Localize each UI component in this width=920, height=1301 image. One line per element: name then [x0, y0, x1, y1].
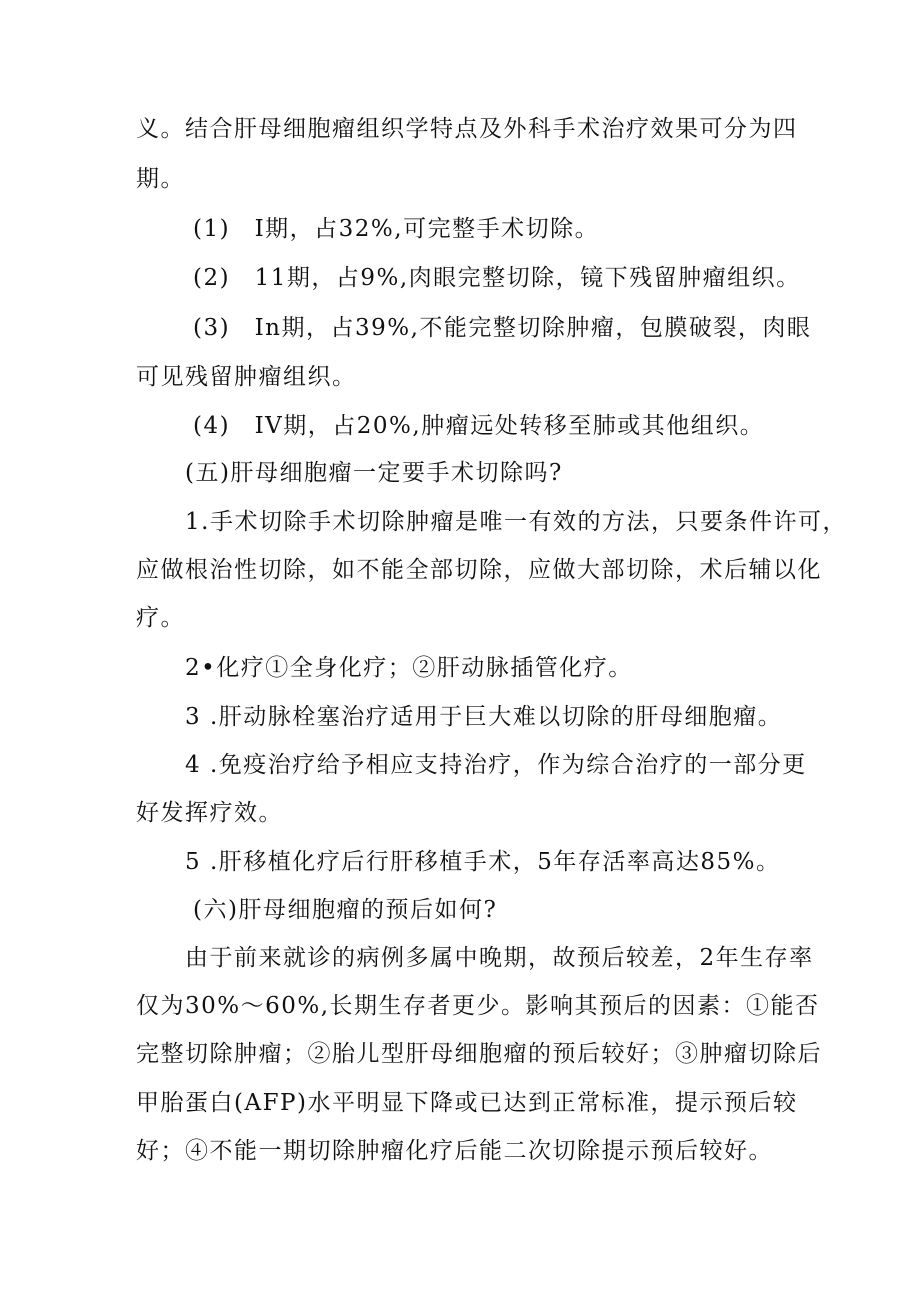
text-line: 5 .肝移植化疗后行肝移植手术，5年存活率高达85%。 — [185, 849, 781, 875]
text-line: 3 .肝动脉栓塞治疗适用于巨大难以切除的肝母细胞瘤。 — [185, 704, 783, 730]
text-line: 应做根治性切除，如不能全部切除，应做大部切除，术后辅以化 — [136, 557, 822, 583]
text-line: (1) I期，占32%,可完整手术切除。 — [193, 216, 600, 242]
section-heading: (六)肝母细胞瘤的预后如何? — [193, 897, 498, 923]
text-line: 可见残留肿瘤组织。 — [136, 364, 357, 390]
text-line: 完整切除肿瘤；②胎儿型肝母细胞瘤的预后较好；③肿瘤切除后 — [136, 1041, 822, 1067]
text-line: 疗。 — [136, 605, 185, 631]
text-line: 由于前来就诊的病例多属中晚期，故预后较差，2年生存率 — [185, 945, 814, 971]
text-line: 4 .免疫治疗给予相应支持治疗，作为综合治疗的一部分更 — [185, 752, 807, 778]
text-line: 1.手术切除手术切除肿瘤是唯一有效的方法，只要条件许可， — [185, 509, 847, 535]
text-line: (3) In期，占39%,不能完整切除肿瘤，包膜破裂，肉眼 — [193, 315, 812, 341]
text-line: 义。结合肝母细胞瘤组织学特点及外科手术治疗效果可分为四 — [136, 116, 798, 142]
text-line: 2•化疗①全身化疗；②肝动脉插管化疗。 — [185, 655, 633, 681]
text-line: 好发挥疗效。 — [136, 800, 283, 826]
text-line: 仅为30%～60%,长期生存者更少。影响其预后的因素：①能否 — [136, 993, 820, 1019]
text-line: 好；④不能一期切除肿瘤化疗后能二次切除提示预后较好。 — [136, 1138, 773, 1164]
text-line: 甲胎蛋白(AFP)水平明显下降或已达到正常标准，提示预后较 — [136, 1090, 798, 1116]
text-line: 期。 — [136, 166, 185, 192]
text-line: (2) 11期，占9%,肉眼完整切除，镜下残留肿瘤组织。 — [193, 265, 801, 291]
section-heading: (五)肝母细胞瘤一定要手术切除吗? — [185, 460, 563, 486]
text-line: (4) IV期，占20%,肿瘤远处转移至肺或其他组织。 — [193, 413, 765, 439]
